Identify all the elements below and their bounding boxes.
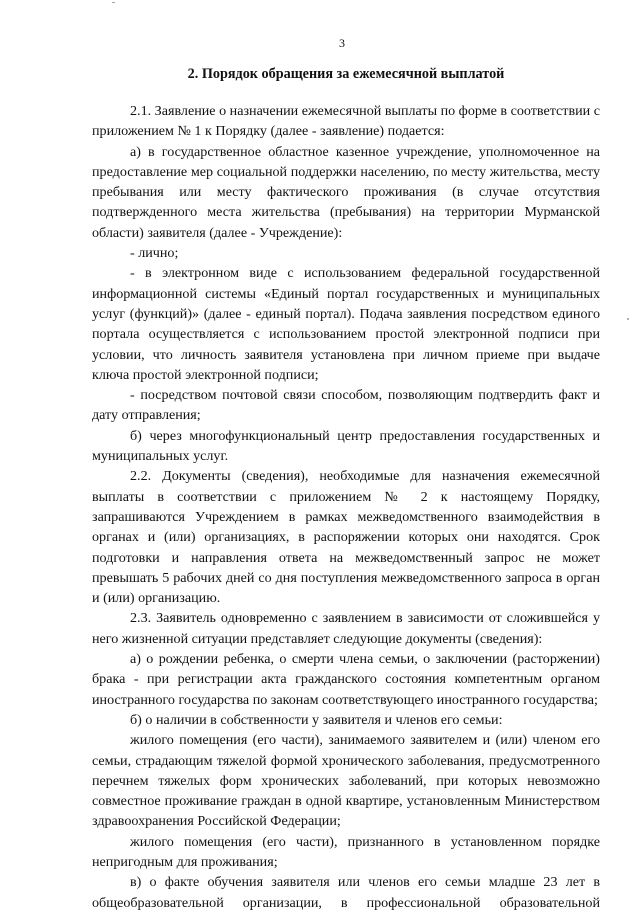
paragraph-2-3-v: в) о факте обучения заявителя или членов его семьи младше 23 лет в общеобразовательной организации, в профессиональной образовательной [92, 874, 600, 911]
document-body [92, 101, 600, 913]
paragraph-housing-unfit: жилого помещения (его части), признанного в установленном порядке непригодным для проживания; [92, 833, 600, 870]
list-item-postal: - посредством почтовой связи способом, позволяющим подтвердить факт и дату отправления; [92, 387, 600, 424]
paragraph-2-3: 2.3. Заявитель одновременно с заявлением в зависимости от сложившейся у него жизненной ситуации представляет следующие документы (сведения): [92, 610, 600, 647]
list-item-electronic: - в электронном виде с использованием федеральной государственной информационной системы «Единый портал государственных и муниципальных услуг (функций)» (далее - единый портал). Подача заявления посредством единого портала осуществляется с использованием простой электронной подписи при условии, что личность заявителя установлена при личном приеме при выдаче ключа простой электронной подписи; [92, 265, 600, 383]
page-number: 3 [339, 36, 345, 50]
scan-speck [627, 318, 629, 320]
paragraph-2-1: 2.1. Заявление о назначении ежемесячной выплаты по форме в соответствии с приложением № 1 к Порядку (далее - заявление) подается: [92, 103, 600, 140]
paragraph-2-1-a: а) в государственное областное казенное учреждение, уполномоченное на предоставление мер социальной поддержки населению, по месту жительства, месту пребывания или месту фактического проживания (в случае отсутствия подтвержденного места жительства (пребывания) на территории Мурманской области) заявителя (далее - Учреждение): [92, 143, 600, 241]
list-item-in-person: - лично; [130, 245, 179, 262]
paragraph-2-2: 2.2. Документы (сведения), необходимые для назначения ежемесячной выплаты в соответствии с приложением № 2 к настоящему Порядку, запрашиваются Учреждением в рамках межведомственного взаимодействия в органах и (или) организациях, в распоряжении которых они находятся. Срок подготовки и направления ответа на межведомственный запрос не может превышать 5 рабочих дней со дня поступления межведомственного запроса в орган и (или) организацию. [92, 468, 600, 607]
paragraph-2-3-b: б) о наличии в собственности у заявителя и членов его семьи: [130, 711, 503, 728]
section-heading: 2. Порядок обращения за ежемесячной выплатой [187, 66, 505, 82]
paragraph-2-1-b: б) через многофункциональный центр предоставления государственных и муниципальных услуг. [92, 427, 600, 465]
scan-speck [112, 2, 115, 3]
paragraph-housing-chronic: жилого помещения (его части), занимаемого заявителем и (или) членом его семьи, страдающим тяжелой формой хронического заболевания, предусмотренного перечнем тяжелых форм хронических заболеваний, при которых невозможно совместное проживание граждан в одной квартире, установленным Министерством здравоохранения Российской Федерации; [92, 732, 600, 830]
paragraph-2-3-a: а) о рождении ребенка, о смерти члена семьи, о заключении (расторжении) брака - при регистрации акта гражданского состояния компетентным органом иностранного государства по законам соответствующего иностранного государства; [92, 651, 600, 708]
